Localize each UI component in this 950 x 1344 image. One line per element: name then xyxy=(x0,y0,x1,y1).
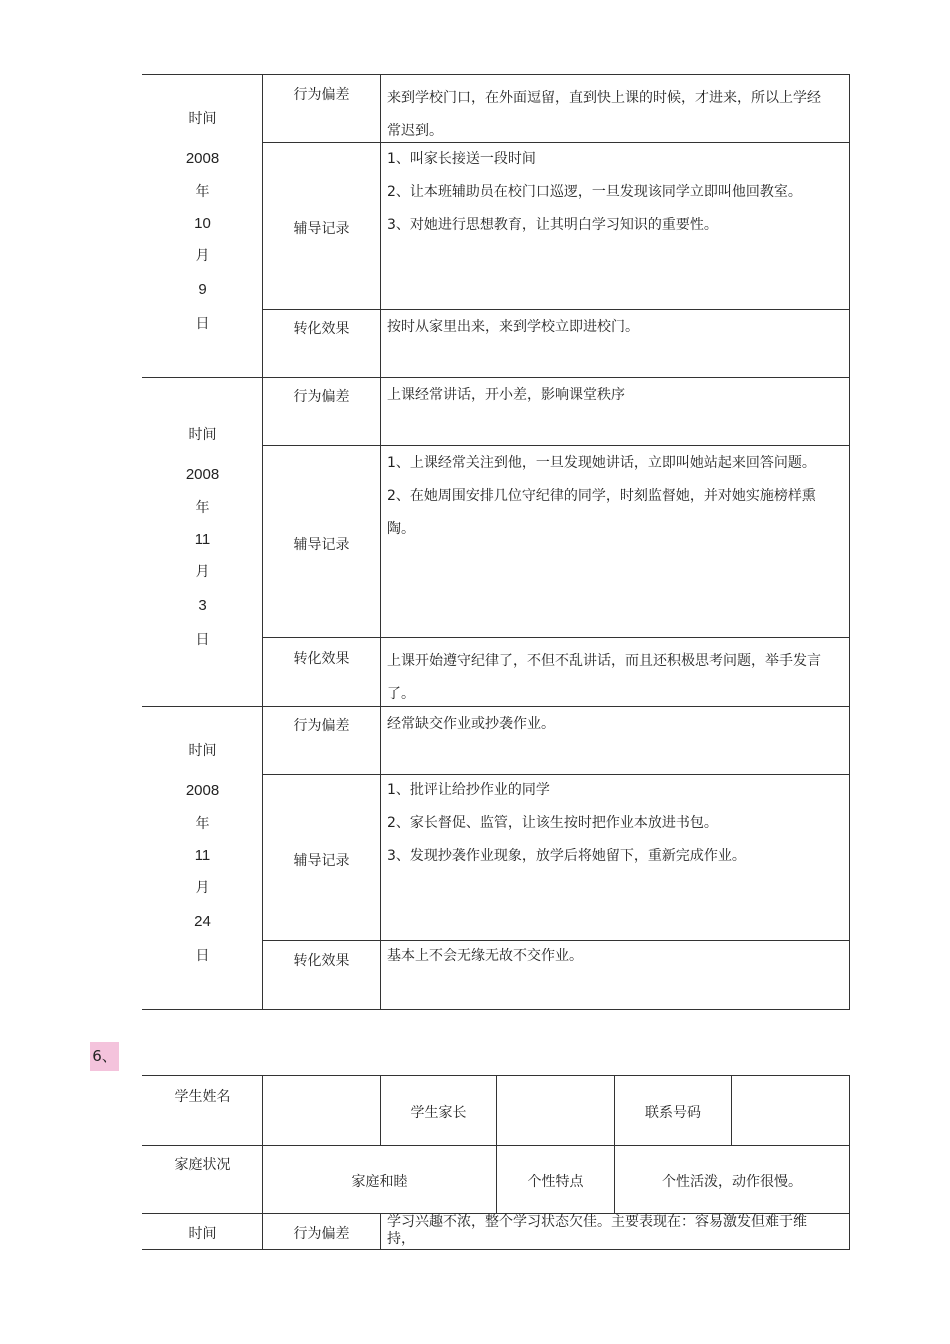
table-border-bottom xyxy=(142,1009,850,1010)
table-border-right xyxy=(849,74,850,1010)
effect-label: 转化效果 xyxy=(293,651,350,667)
column-divider xyxy=(380,1213,381,1250)
deviation-label: 行为偏差 xyxy=(293,87,350,103)
column-divider xyxy=(614,1075,615,1214)
time-label: 时间 xyxy=(188,111,217,127)
family-label: 家庭状况 xyxy=(174,1157,231,1173)
text-line: 经常缺交作业或抄袭作业。 xyxy=(387,716,555,732)
year-unit: 年 xyxy=(195,816,210,832)
text-line: 基本上不会无缘无故不交作业。 xyxy=(387,948,583,964)
deviation-text xyxy=(387,379,847,412)
text-line: 2、让本班辅助员在校门口巡逻，一旦发现该同学立即叫他回教室。 xyxy=(387,184,802,200)
personality-value: 个性活泼，动作很慢。 xyxy=(662,1174,802,1190)
row-divider xyxy=(262,637,850,638)
family-value: 家庭和睦 xyxy=(351,1174,408,1190)
table-border-bottom xyxy=(142,1249,850,1250)
effect-text xyxy=(387,311,847,344)
student-name-label: 学生姓名 xyxy=(174,1089,231,1105)
time-label: 时间 xyxy=(188,427,217,443)
record-divider xyxy=(142,377,850,378)
deviation-label: 行为偏差 xyxy=(293,718,350,734)
text-line: 上课开始遵守纪律了，不但不乱讲话，而且还积极思考问题，举手发言 xyxy=(387,653,821,669)
text-line: 1、上课经常关注到他，一旦发现她讲话，立即叫她站起来回答问题。 xyxy=(387,455,816,471)
year-unit: 年 xyxy=(195,184,210,200)
date-year: 2008 xyxy=(185,782,220,799)
time-label: 时间 xyxy=(188,743,217,759)
day-unit: 日 xyxy=(195,948,210,964)
counseling-text xyxy=(387,447,847,546)
effect-label: 转化效果 xyxy=(293,953,350,969)
date-day: 9 xyxy=(198,281,207,298)
counseling-label: 辅导记录 xyxy=(293,537,350,553)
table-border-top xyxy=(142,74,850,75)
date-year: 2008 xyxy=(185,150,220,167)
record-date xyxy=(143,424,262,658)
date-day: 3 xyxy=(198,597,207,614)
text-line: 陶。 xyxy=(387,521,415,537)
date-month: 11 xyxy=(194,531,211,548)
text-line: 3、发现抄袭作业现象，放学后将她留下，重新完成作业。 xyxy=(387,848,746,864)
date-month: 11 xyxy=(194,847,211,864)
month-unit: 月 xyxy=(195,248,210,264)
year-unit: 年 xyxy=(195,500,210,516)
table-border-right xyxy=(849,1075,850,1250)
record-date xyxy=(143,108,262,342)
text-line: 按时从家里出来，来到学校立即进校门。 xyxy=(387,319,639,335)
text-line: 来到学校门口，在外面逗留，直到快上课的时候，才进来，所以上学经 xyxy=(387,90,821,106)
effect-label: 转化效果 xyxy=(293,321,350,337)
deviation-label: 行为偏差 xyxy=(293,389,350,405)
month-unit: 月 xyxy=(195,880,210,896)
row-divider xyxy=(262,309,850,310)
date-year: 2008 xyxy=(185,466,220,483)
deviation-text xyxy=(387,1214,847,1248)
counseling-text xyxy=(387,774,847,873)
text-line: 1、批评让给抄作业的同学 xyxy=(387,782,550,798)
column-divider xyxy=(496,1075,497,1214)
row-divider xyxy=(262,445,850,446)
date-month: 10 xyxy=(194,215,211,232)
text-line: 2、家长督促、监管，让该生按时把作业本放进书包。 xyxy=(387,815,718,831)
deviation-label: 行为偏差 xyxy=(293,1226,350,1242)
column-divider xyxy=(731,1075,732,1146)
effect-text xyxy=(387,940,847,973)
parent-label: 学生家长 xyxy=(410,1105,467,1121)
text-line: 1、叫家长接送一段时间 xyxy=(387,151,536,167)
effect-text xyxy=(387,645,847,711)
section-number: 6、 xyxy=(90,1042,119,1071)
day-unit: 日 xyxy=(195,316,210,332)
text-line: 了。 xyxy=(387,686,415,702)
text-line: 2、在她周围安排几位守纪律的同学，时刻监督她，并对她实施榜样熏 xyxy=(387,488,816,504)
counseling-text xyxy=(387,143,847,242)
date-day: 24 xyxy=(194,913,211,930)
column-divider xyxy=(380,74,381,1010)
deviation-text xyxy=(387,708,847,741)
time-label: 时间 xyxy=(188,1226,217,1242)
text-line: 上课经常讲话，开小差，影响课堂秩序 xyxy=(387,387,625,403)
month-unit: 月 xyxy=(195,564,210,580)
record-date xyxy=(143,740,262,974)
day-unit: 日 xyxy=(195,632,210,648)
text-line: 3、对她进行思想教育，让其明白学习知识的重要性。 xyxy=(387,217,718,233)
counseling-label: 辅导记录 xyxy=(293,221,350,237)
text-line: 学习兴趣不浓，整个学习状态欠佳。主要表现在：容易激发但难于维 xyxy=(387,1214,807,1230)
counseling-label: 辅导记录 xyxy=(293,853,350,869)
deviation-text xyxy=(387,82,847,148)
text-line: 持， xyxy=(387,1231,415,1247)
phone-label: 联系号码 xyxy=(645,1105,701,1121)
text-line: 常迟到。 xyxy=(387,123,443,139)
personality-label: 个性特点 xyxy=(527,1174,584,1190)
